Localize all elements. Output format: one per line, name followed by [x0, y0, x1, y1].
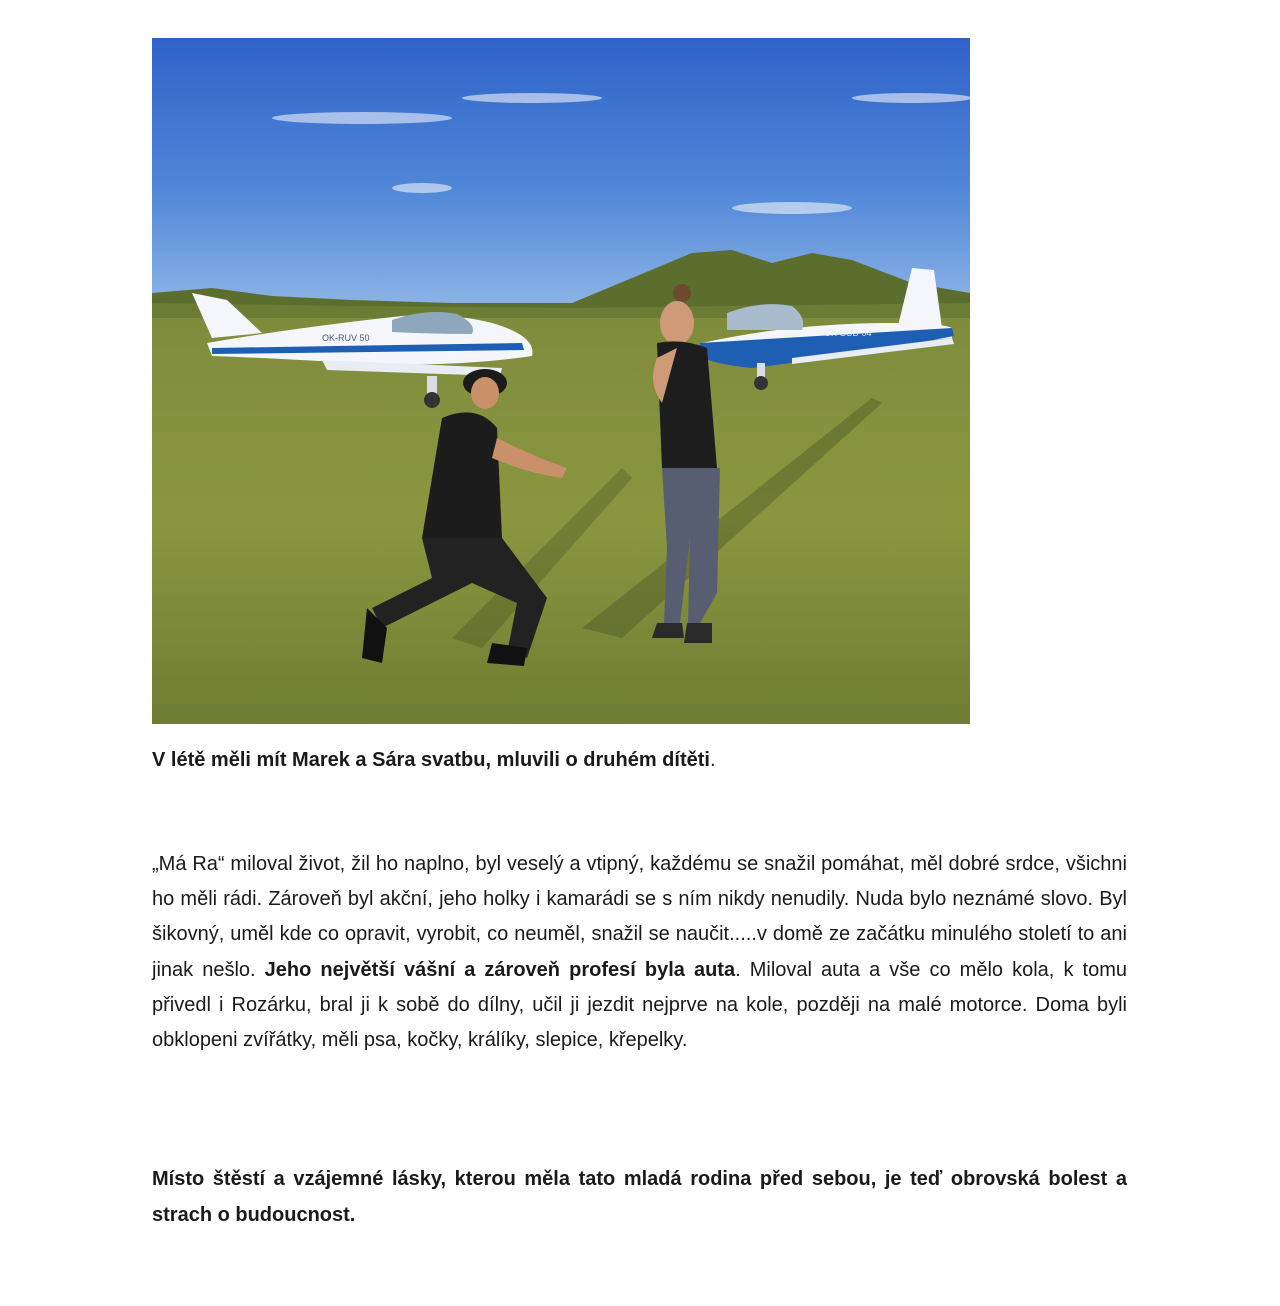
registration-right: OK-SUD 04 — [824, 328, 872, 338]
paragraph-part-1: „Má Ra“ miloval život, žil ho naplno, byl veselý a vtipný, každému se snažil pomáhat, měl dobré srdce, všichni ho měli rádi. Zároveň byl akční, jeho holky i kamarádi se s ním nikdy nenudily. Nuda bylo neznámé slovo. Byl šikovný, uměl kde co opravit, vyrobit, co neuměl, snažil se naučit.....v domě ze začátku minulého století to ani jinak nešlo. — [152, 853, 1127, 981]
photo-caption — [152, 744, 1132, 776]
body-paragraph — [152, 847, 1127, 1058]
paragraph-part-2: . Miloval auta a vše co mělo kola, k tomu přivedl i Rozárku, bral ji k sobě do dílny, učil ji jezdit nejprve na kole, později na malé motorce. Doma byli obklopeni zvířátky, měli psa, kočky, králíky, slepice, křepelky. — [152, 958, 1127, 1052]
proposal-photo — [152, 38, 970, 724]
caption-text: V létě měli mít Marek a Sára svatbu, mluvili o druhém dítěti — [152, 749, 710, 771]
grass-field — [152, 318, 970, 724]
closing-paragraph: Místo štěstí a vzájemné lásky, kterou měla tato mladá rodina před sebou, je teď obrovská bolest a strach o budoucnost. — [152, 1168, 1127, 1226]
registration-left: OK-RUV 50 — [322, 333, 370, 343]
paragraph-bold-phrase: Jeho největší vášní a zároveň profesí byla auta — [264, 958, 736, 981]
caption-period: . — [709, 749, 716, 771]
